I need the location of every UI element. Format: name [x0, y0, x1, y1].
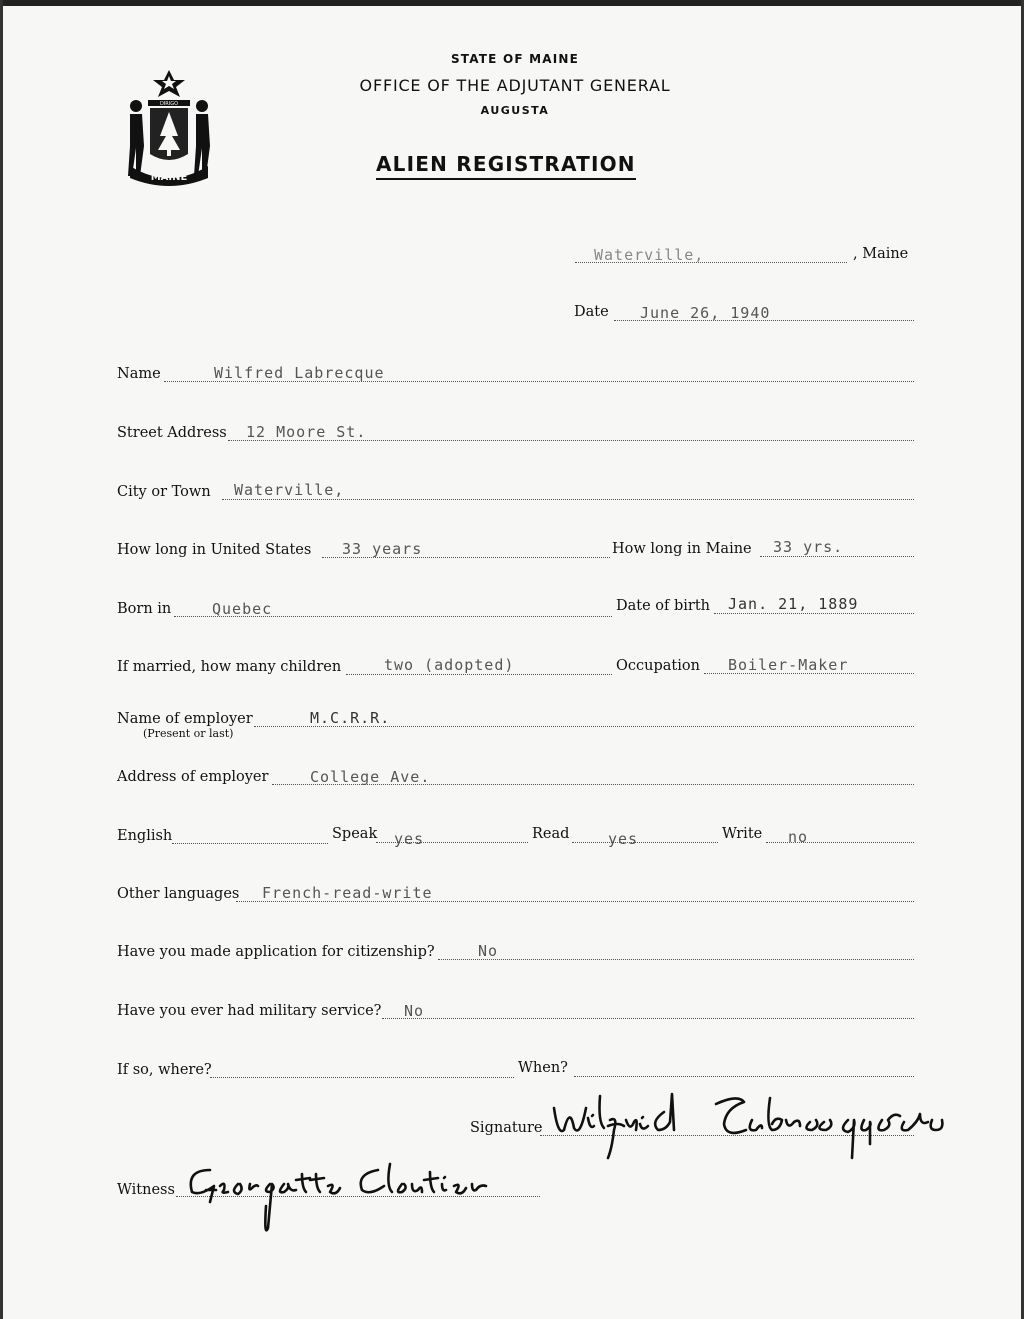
children-value: two (adopted) [384, 656, 515, 674]
witness-label: Witness [117, 1182, 175, 1198]
office-heading: OFFICE OF THE ADJUTANT GENERAL [359, 76, 671, 95]
when-label: When? [518, 1060, 568, 1076]
read-label: Read [532, 826, 570, 842]
maine-duration-line [760, 556, 914, 557]
form-title: ALIEN REGISTRATION [376, 152, 636, 180]
write-label: Write [722, 826, 763, 842]
english-label: English [117, 828, 173, 844]
children-line [346, 674, 612, 675]
place-value: Waterville, [594, 246, 705, 264]
city-heading: AUGUSTA [480, 104, 550, 117]
state-heading: STATE OF MAINE [450, 52, 580, 66]
employer-address-label: Address of employer [117, 769, 269, 785]
scan-edge-left [0, 0, 3, 1319]
employer-value: M.C.R.R. [310, 709, 391, 727]
place-suffix: , Maine [853, 246, 909, 262]
military-label: Have you ever had military service? [117, 1003, 382, 1019]
occupation-value: Boiler-Maker [728, 656, 849, 674]
employer-sublabel: (Present or last) [143, 727, 234, 740]
citizenship-label: Have you made application for citizenship? [117, 944, 435, 960]
street-label: Street Address [117, 425, 227, 441]
employer-address-value: College Ave. [310, 768, 431, 786]
seal-motto: DIRIGO [159, 101, 179, 107]
dob-label: Date of birth [616, 598, 711, 614]
date-label: Date [574, 304, 609, 320]
us-duration-value: 33 years [342, 540, 423, 558]
employer-label: Name of employer [117, 711, 253, 727]
name-value: Wilfred Labrecque [214, 364, 385, 382]
citizenship-value: No [478, 942, 499, 960]
other-languages-value: French-read-write [262, 884, 433, 902]
where-line [210, 1077, 514, 1078]
read-value: yes [608, 830, 639, 848]
signature-label: Signature [470, 1120, 543, 1136]
born-label: Born in [117, 601, 172, 617]
other-languages-label: Other languages [117, 886, 240, 902]
dob-value: Jan. 21, 1889 [728, 595, 859, 613]
english-line [172, 843, 328, 844]
maine-duration-value: 33 yrs. [773, 538, 844, 556]
citizenship-line [438, 959, 914, 960]
military-value: No [404, 1002, 425, 1020]
maine-duration-label: How long in Maine [612, 541, 752, 557]
speak-label: Speak [332, 826, 378, 842]
speak-value: yes [394, 830, 425, 848]
us-duration-label: How long in United States [117, 542, 312, 558]
when-line [574, 1076, 914, 1077]
scan-edge-top [0, 0, 1024, 6]
children-label: If married, how many children [117, 659, 342, 675]
dob-line [714, 613, 914, 614]
name-label: Name [117, 366, 161, 382]
read-line [572, 842, 718, 843]
city-label: City or Town [117, 484, 211, 500]
occupation-label: Occupation [616, 658, 700, 674]
where-label: If so, where? [117, 1062, 212, 1078]
state-seal-icon [118, 66, 220, 186]
military-line [382, 1018, 914, 1019]
write-value: no [788, 828, 809, 846]
seal-banner-text: MAINE [150, 172, 188, 183]
street-value: 12 Moore St. [246, 423, 367, 441]
city-value: Waterville, [234, 481, 345, 499]
signature-handwriting [548, 1086, 988, 1166]
date-value: June 26, 1940 [640, 304, 771, 322]
city-line [222, 499, 914, 500]
witness-handwriting [180, 1156, 520, 1240]
born-value: Quebec [212, 600, 273, 618]
